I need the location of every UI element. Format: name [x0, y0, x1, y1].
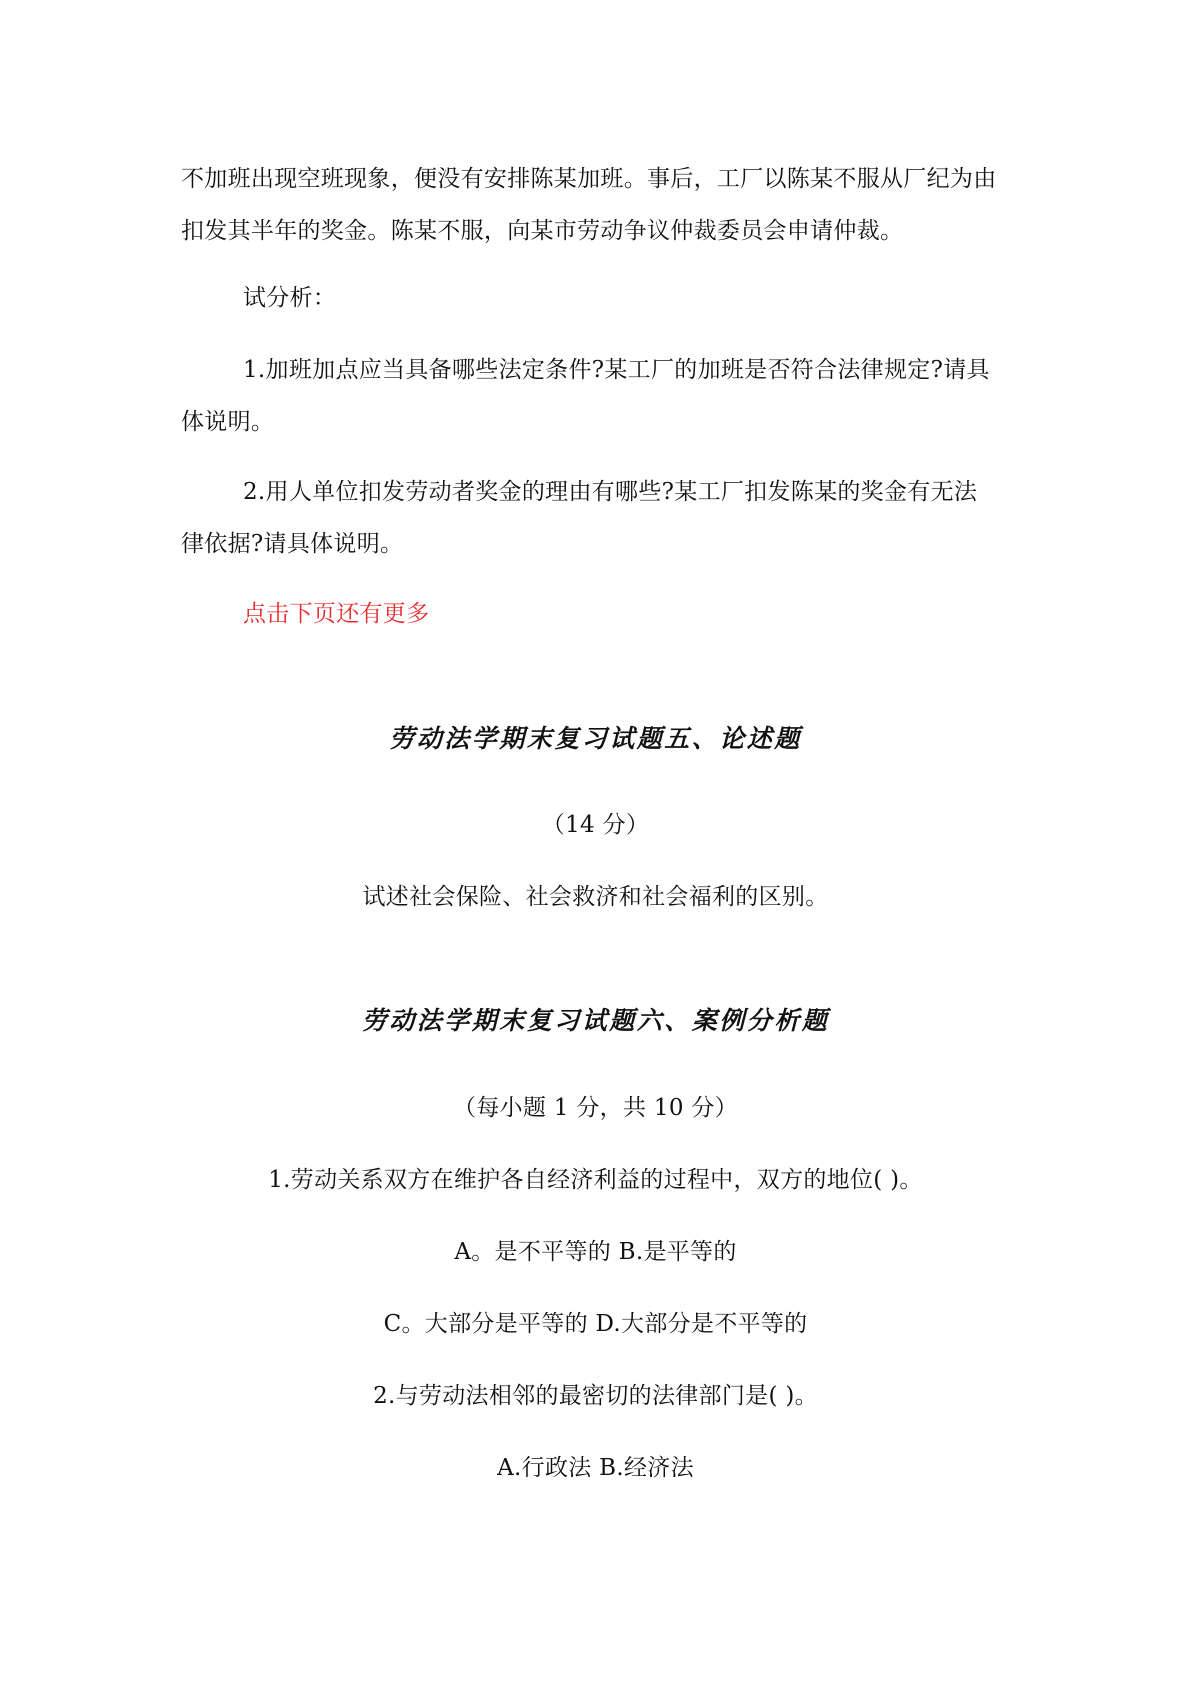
section-6-question-1-options-ab: A。是不平等的 B.是平等的	[454, 1239, 737, 1265]
section-5-question: 试述社会保险、社会救济和社会福利的区别。	[362, 884, 829, 910]
question-2-line-1: 2.用人单位扣发劳动者奖金的理由有哪些?某工厂扣发陈某的奖金有无法	[243, 479, 978, 505]
question-2-line-2: 律依据?请具体说明。	[181, 531, 404, 557]
section-6-question-1: 1.劳动关系双方在维护各自经济利益的过程中，双方的地位( )。	[268, 1167, 923, 1193]
section-5-score: （14 分）	[541, 812, 650, 838]
section-6-question-1-options-cd: C。大部分是平等的 D.大部分是不平等的	[383, 1311, 808, 1337]
analysis-prompt: 试分析：	[243, 285, 337, 311]
question-1-line-2: 体说明。	[181, 409, 275, 435]
section-6-question-2: 2.与劳动法相邻的最密切的法律部门是( )。	[373, 1383, 818, 1409]
next-page-link[interactable]: 点击下页还有更多	[243, 601, 430, 627]
case-text-line-2: 扣发其半年的奖金。陈某不服，向某市劳动争议仲裁委员会申请仲裁。	[181, 218, 904, 244]
section-6-title: 劳动法学期末复习试题六、案例分析题	[361, 1006, 830, 1035]
section-6-question-2-options-ab: A.行政法 B.经济法	[497, 1455, 694, 1481]
case-text-line-1: 不加班出现空班现象，便没有安排陈某加班。事后，工厂以陈某不服从厂纪为由	[181, 166, 997, 192]
section-6-score: （每小题 1 分，共 10 分）	[453, 1095, 738, 1121]
section-5-title: 劳动法学期末复习试题五、论述题	[389, 724, 802, 753]
question-1-line-1: 1.加班加点应当具备哪些法定条件?某工厂的加班是否符合法律规定?请具	[243, 357, 990, 383]
